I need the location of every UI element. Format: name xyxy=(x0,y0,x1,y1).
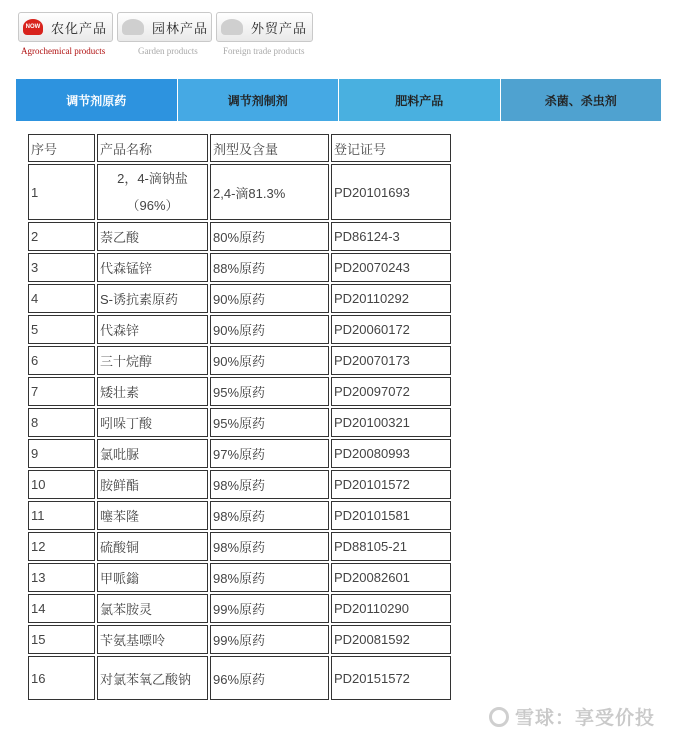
column-header: 登记证号 xyxy=(331,134,451,162)
row-number: 16 xyxy=(28,656,95,700)
formulation-content: 99%原药 xyxy=(210,625,329,654)
category-sublabel: Agrochemical products xyxy=(21,46,106,56)
registration-number: PD20082601 xyxy=(331,563,451,592)
table-row xyxy=(28,222,451,251)
category-tab-agrochemical[interactable] xyxy=(18,12,113,56)
product-name: 2，4-滴钠盐（96%） xyxy=(97,164,208,220)
registration-number: PD20080993 xyxy=(331,439,451,468)
nav-tab-fertilizer[interactable]: 肥料产品 xyxy=(339,79,501,121)
table-row xyxy=(28,501,451,530)
table-row xyxy=(28,346,451,375)
table-row xyxy=(28,439,451,468)
product-name: 硫酸铜 xyxy=(97,532,208,561)
formulation-content: 99%原药 xyxy=(210,594,329,623)
table-row xyxy=(28,284,451,313)
table-row xyxy=(28,408,451,437)
formulation-content: 98%原药 xyxy=(210,563,329,592)
formulation-content: 95%原药 xyxy=(210,377,329,406)
nav-tab-regulator-technical[interactable]: 调节剂原药 xyxy=(16,79,178,121)
formulation-content: 90%原药 xyxy=(210,346,329,375)
tab-decoration-icon xyxy=(221,19,243,35)
product-name: 胺鲜酯 xyxy=(97,470,208,499)
formulation-content: 98%原药 xyxy=(210,470,329,499)
row-number: 15 xyxy=(28,625,95,654)
registration-number: PD20070173 xyxy=(331,346,451,375)
row-number: 5 xyxy=(28,315,95,344)
registration-number: PD20101693 xyxy=(331,164,451,220)
product-name: 对氯苯氧乙酸钠 xyxy=(97,656,208,700)
column-header: 产品名称 xyxy=(97,134,208,162)
formulation-content: 98%原药 xyxy=(210,501,329,530)
row-number: 8 xyxy=(28,408,95,437)
table-row xyxy=(28,532,451,561)
row-number: 1 xyxy=(28,164,95,220)
registration-number: PD88105-21 xyxy=(331,532,451,561)
category-sublabel: Garden products xyxy=(138,46,198,56)
tab-decoration-icon xyxy=(122,19,144,35)
formulation-content: 90%原药 xyxy=(210,315,329,344)
registration-number: PD20060172 xyxy=(331,315,451,344)
product-name: 氯苯胺灵 xyxy=(97,594,208,623)
row-number: 10 xyxy=(28,470,95,499)
category-tab-foreign-trade[interactable] xyxy=(216,12,313,56)
row-number: 12 xyxy=(28,532,95,561)
watermark xyxy=(489,703,655,730)
row-number: 13 xyxy=(28,563,95,592)
formulation-content: 96%原药 xyxy=(210,656,329,700)
nav-tab-regulator-formulation[interactable]: 调节剂制剂 xyxy=(178,79,340,121)
table-row xyxy=(28,253,451,282)
registration-number: PD20070243 xyxy=(331,253,451,282)
product-name: 三十烷醇 xyxy=(97,346,208,375)
registration-number: PD20101581 xyxy=(331,501,451,530)
product-name: 吲哚丁酸 xyxy=(97,408,208,437)
nav-tab-fungicide-insecticide[interactable]: 杀菌、杀虫剂 xyxy=(501,79,662,121)
formulation-content: 90%原药 xyxy=(210,284,329,313)
product-name: 萘乙酸 xyxy=(97,222,208,251)
table-row xyxy=(28,377,451,406)
category-label: 农化产品 xyxy=(51,20,108,36)
row-number: 2 xyxy=(28,222,95,251)
product-nav xyxy=(16,79,661,121)
category-tab-garden[interactable] xyxy=(117,12,212,56)
formulation-content: 95%原药 xyxy=(210,408,329,437)
row-number: 14 xyxy=(28,594,95,623)
column-header: 剂型及含量 xyxy=(210,134,329,162)
registration-number: PD86124-3 xyxy=(331,222,451,251)
row-number: 7 xyxy=(28,377,95,406)
registration-number: PD20081592 xyxy=(331,625,451,654)
product-name: S-诱抗素原药 xyxy=(97,284,208,313)
table-row xyxy=(28,470,451,499)
row-number: 11 xyxy=(28,501,95,530)
row-number: 6 xyxy=(28,346,95,375)
formulation-content: 2,4-滴81.3% xyxy=(210,164,329,220)
table-row xyxy=(28,164,451,220)
table-row xyxy=(28,594,451,623)
category-label: 外贸产品 xyxy=(251,20,308,36)
product-table xyxy=(26,132,453,702)
row-number: 9 xyxy=(28,439,95,468)
registration-number: PD20100321 xyxy=(331,408,451,437)
formulation-content: 80%原药 xyxy=(210,222,329,251)
registration-number: PD20110290 xyxy=(331,594,451,623)
product-name: 甲哌鎓 xyxy=(97,563,208,592)
table-row xyxy=(28,656,451,700)
row-number: 3 xyxy=(28,253,95,282)
table-header-row xyxy=(28,134,451,162)
table-row xyxy=(28,625,451,654)
formulation-content: 88%原药 xyxy=(210,253,329,282)
product-name: 代森锌 xyxy=(97,315,208,344)
product-name: 苄氨基嘌呤 xyxy=(97,625,208,654)
registration-number: PD20101572 xyxy=(331,470,451,499)
product-name: 代森锰锌 xyxy=(97,253,208,282)
row-number: 4 xyxy=(28,284,95,313)
registration-number: PD20151572 xyxy=(331,656,451,700)
category-label: 园林产品 xyxy=(152,20,209,36)
registration-number: PD20097072 xyxy=(331,377,451,406)
now-badge-icon: NOW xyxy=(23,19,43,35)
formulation-content: 98%原药 xyxy=(210,532,329,561)
registration-number: PD20110292 xyxy=(331,284,451,313)
category-sublabel: Foreign trade products xyxy=(223,46,305,56)
formulation-content: 97%原药 xyxy=(210,439,329,468)
product-name: 氯吡脲 xyxy=(97,439,208,468)
watermark-text: 雪球：享受价投 xyxy=(515,708,656,729)
table-row xyxy=(28,315,451,344)
xueqiu-logo-icon xyxy=(489,707,509,727)
product-name: 矮壮素 xyxy=(97,377,208,406)
column-header: 序号 xyxy=(28,134,95,162)
product-name: 噻苯隆 xyxy=(97,501,208,530)
table-row xyxy=(28,563,451,592)
